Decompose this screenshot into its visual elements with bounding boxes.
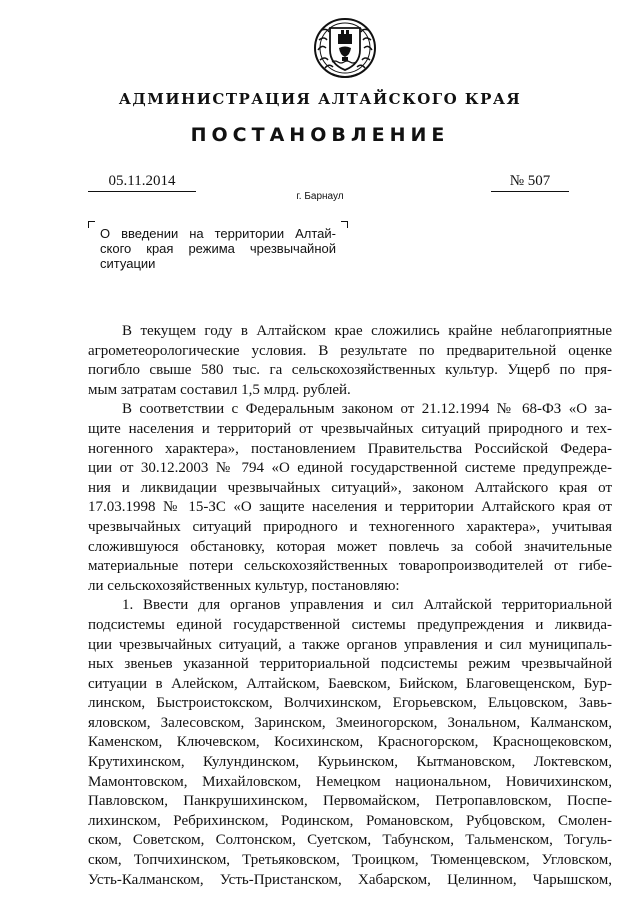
subject-line: ситуации <box>100 256 156 271</box>
subject-line: О введении на территории Алтай- <box>100 226 336 241</box>
body-line: материальные потери сельскохозяйственных товаропроизводителей от гибе- <box>88 558 612 575</box>
body-line: 17.03.1998 № 15-ЗС «О защите населения и территории Алтайского края от <box>88 499 612 516</box>
authority-name: АДМИНИСТРАЦИЯ АЛТАЙСКОГО КРАЯ <box>118 90 522 108</box>
body-line: ции от 30.12.2003 № 794 «О единой государственной системе предупрежде- <box>88 460 612 477</box>
document-city: г. Барнаул <box>296 191 344 202</box>
body-line: ных звеньев указанной территориальной подсистемы режим чрезвычайной <box>88 656 612 673</box>
body-line: лихинском, Ребрихинском, Родинском, Романовском, Рубцовском, Смолен- <box>88 812 612 829</box>
body-line: сложившуюся обстановку, которая может повлечь за собой значительные <box>88 538 612 555</box>
body-line: щите населения и территорий от чрезвычайных ситуаций природного и тех- <box>88 420 612 437</box>
paragraph-item-1 <box>88 596 612 890</box>
body-line: Усть-Калманском, Усть-Пристанском, Хабарском, Целинном, Чарышском, <box>88 871 612 888</box>
body-line: Павловском, Панкрушихинском, Первомайском, Петропавловском, Поспе- <box>88 793 612 810</box>
body-line: ском, Топчихинском, Третьяковском, Троицком, Тюменцевском, Угловском, <box>88 852 612 869</box>
body-line: линском, Быстроистокском, Волчихинском, Егорьевском, Ельцовском, Завь- <box>88 695 612 712</box>
body-line: ногенного характера», постановлением Правительства Российской Федера- <box>88 440 612 457</box>
document-number: № 507 <box>491 173 569 192</box>
body-line: яловском, Залесовском, Заринском, Змеиногорском, Зональном, Калманском, <box>88 714 612 731</box>
paragraph-preamble <box>88 322 612 400</box>
body-line: ции чрезвычайных ситуаций, а также органов управления и сил муниципаль- <box>88 636 612 653</box>
body-line: ситуации в Алейском, Алтайском, Баевском, Бийском, Благовещенском, Бур- <box>88 675 612 692</box>
document-date: 05.11.2014 <box>88 173 196 192</box>
document-type: ПОСТАНОВЛЕНИЕ <box>190 124 450 146</box>
paragraph-legal-basis <box>88 400 612 596</box>
body-line: ском, Советском, Солтонском, Суетском, Табунском, Тальменском, Тогуль- <box>88 832 612 849</box>
coat-of-arms-icon <box>310 10 380 80</box>
body-line: агрометеорологические условия. В результате по предварительной оценке <box>88 342 612 359</box>
body-line: ли сельскохозяйственных культур, постановляю: <box>88 577 400 594</box>
body-line: В соответствии с Федеральным законом от 21.12.1994 № 68-ФЗ «О за- <box>122 401 612 418</box>
subject-bracket-right <box>341 221 348 228</box>
subject-bracket-left <box>88 221 95 228</box>
body-line: чрезвычайных ситуаций природного и техногенного характера», учитывая <box>88 518 612 535</box>
document-subject <box>100 226 336 271</box>
body-line: погибло свыше 580 тыс. га сельскохозяйственных культур. Ущерб по пря- <box>88 362 612 379</box>
body-line: В текущем году в Алтайском крае сложились крайне неблагоприятные <box>122 323 612 339</box>
body-line: Мамонтовском, Михайловском, Немецком национальном, Новичихинском, <box>88 773 612 790</box>
body-line: ния и ликвидации чрезвычайных ситуаций», законом Алтайского края от <box>88 479 612 496</box>
body-line: мым затратам составил 1,5 млрд. рублей. <box>88 381 351 398</box>
body-line: Крутихинском, Кулундинском, Курьинском, Кытмановском, Локтевском, <box>88 754 612 771</box>
subject-line: ского края режима чрезвычайной <box>100 241 336 256</box>
body-line: Каменском, Ключевском, Косихинском, Красногорском, Краснощековском, <box>88 734 612 751</box>
document-body <box>88 322 612 890</box>
body-line: 1. Ввести для органов управления и сил Алтайской территориальной <box>122 597 612 614</box>
body-line: подсистемы единой государственной системы предупреждения и ликвида- <box>88 616 612 633</box>
